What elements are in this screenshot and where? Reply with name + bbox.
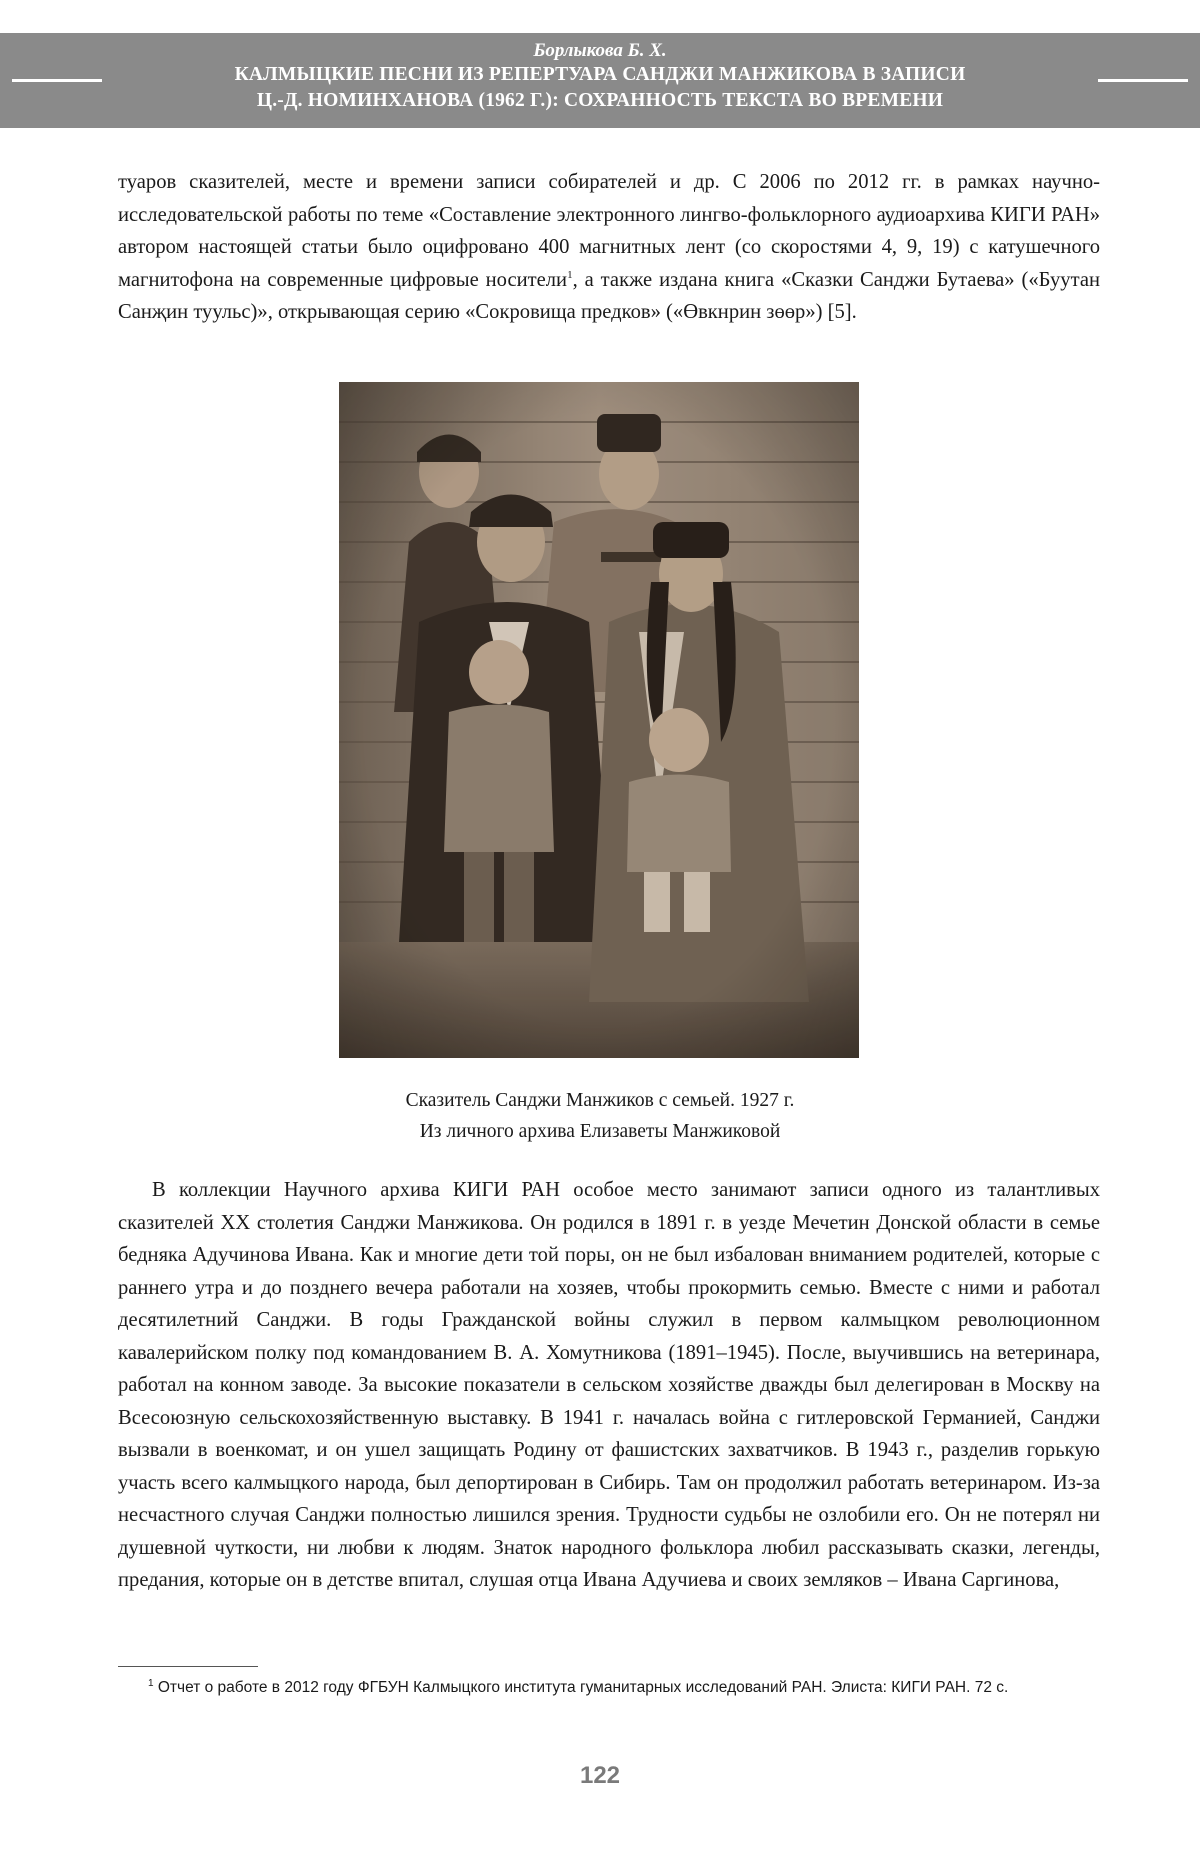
header-rule-left	[12, 79, 102, 82]
footnote-text: Отчет о работе в 2012 году ФГБУН Калмыцкого института гуманитарных исследований РАН. Элиста: КИГИ РАН. 72 с.	[157, 1679, 1009, 1696]
page-number: 122	[579, 1762, 621, 1789]
figure-caption-line-1: Сказитель Санджи Манжиков с семьей. 1927 г.	[405, 1090, 795, 1111]
paragraph-1-text-a: туаров сказителей, месте и времени записи собирателей и др. С 2006 по 2012 гг. в рамках научно-исследовательской работы по теме «Составление электронного лингво-фольклорного аудиоархива КИГИ РАН» автором настоящей статьи было оцифровано 400 магнитных лент (со скоростями 4, 9, 19) с катушечного магнитофона на современные цифровые носители	[118, 171, 1100, 291]
figure-caption-line-2: Из личного архива Елизаветы Манжиковой	[419, 1121, 781, 1142]
footnote-number: 1	[148, 1677, 154, 1689]
header-rule-right	[1098, 79, 1188, 82]
header-author: Борлыкова Б. Х.	[533, 40, 667, 61]
paragraph-1	[118, 166, 1100, 329]
family-photograph	[339, 382, 859, 1058]
footnote	[118, 1674, 1100, 1701]
header-title-line-2: Ц.-Д. НОМИНХАНОВА (1962 Г.): СОХРАННОСТЬ ТЕКСТА ВО ВРЕМЕНИ	[256, 90, 944, 111]
footnote-reference[interactable]: 1	[567, 268, 573, 281]
footnote-divider	[118, 1666, 258, 1667]
paragraph-2: В коллекции Научного архива КИГИ РАН особое место занимают записи одного из талантливых сказителей XX столетия Санджи Манжикова. Он родился в 1891 г. в уезде Мечетин Донской области в семье бедняка Адучинова Ивана. Как и многие дети той поры, он не был избалован вниманием родителей, которые с раннего утра и до позднего вечера работали на хозяев, чтобы прокормить семью. Вместе с ними и работал десятилетний Санджи. В годы Гражданской войны служил в первом калмыцком революционном кавалерийском полку под командованием В. А. Хомутникова (1891–1945). После, выучившись на ветеринара, работал на конном заводе. За высокие показатели в сельском хозяйстве дважды был делегирован в Москву на Всесоюзную сельскохозяйственную выставку. В 1941 г. началась война с гитлеровской Германией, Санджи вызвали в военкомат, и он ушел защищать Родину от фашистских захватчиков. В 1943 г., разделив горькую участь всего калмыцкого народа, был депортирован в Сибирь. Там он продолжил работать ветеринаром. Из-за несчастного случая Санджи полностью лишился зрения. Трудности судьбы не озлобили его. Он не потерял ни душевной чуткости, ни любви к людям. Знаток народного фольклора любил рассказывать сказки, легенды, предания, которые он в детстве впитал, слушая отца Ивана Адучиева и своих земляков – Ивана Саргинова,	[118, 1179, 1100, 1591]
header-title-line-1: КАЛМЫЦКИЕ ПЕСНИ ИЗ РЕПЕРТУАРА САНДЖИ МАНЖИКОВА В ЗАПИСИ	[234, 64, 966, 85]
running-header	[0, 33, 1200, 128]
paragraph-1-text-b: , а также издана книга «Сказки Санджи Бутаева» («Буутан Санҗин туульс)», открывающая серию «Сокровища предков» («Өвкнрин зөөр») [5].	[118, 268, 1100, 323]
